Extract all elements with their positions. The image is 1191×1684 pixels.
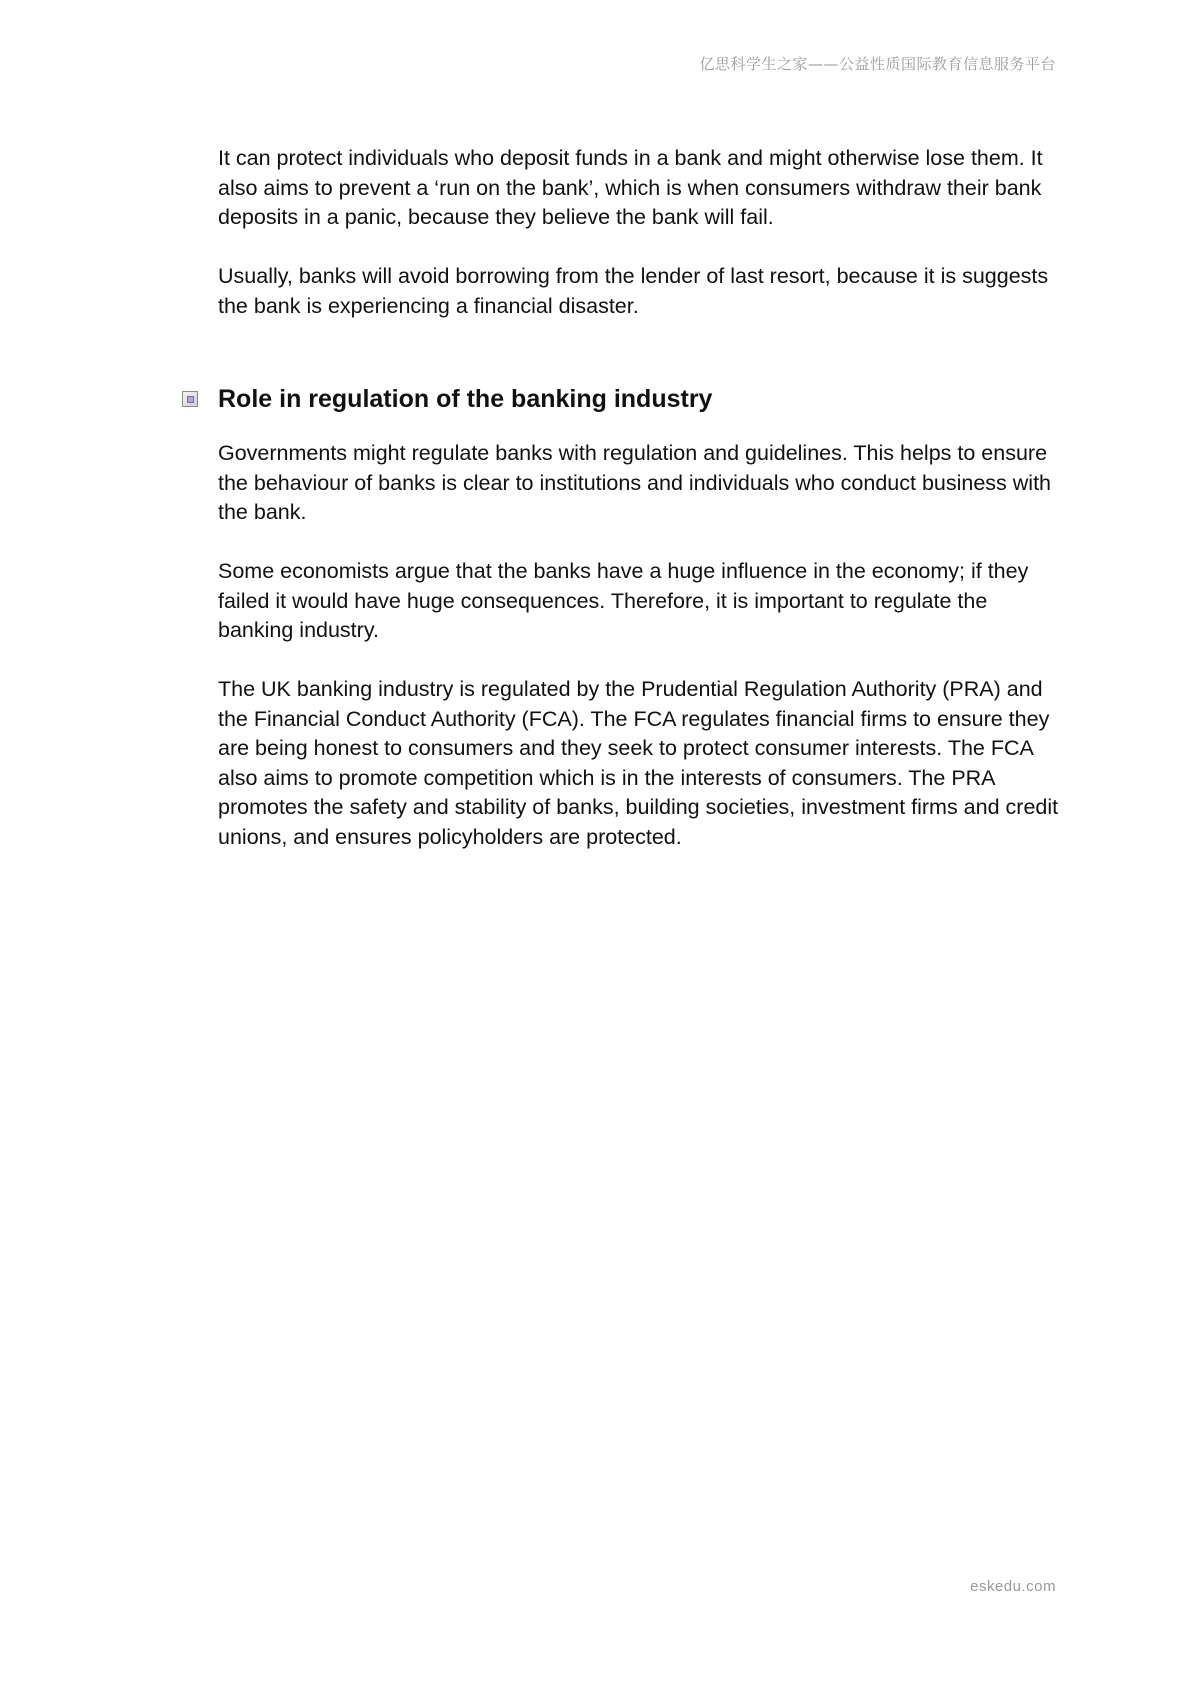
page-header: 亿思科学生之家——公益性质国际教育信息服务平台	[699, 55, 1056, 73]
paragraph-lender-of-last-resort: Usually, banks will avoid borrowing from the lender of last resort, because it is suggests the bank is experiencing a financial disaster.	[218, 264, 1049, 318]
bullet-icon	[182, 391, 198, 407]
paragraph-economists-argue: Some economists argue that the banks have a huge influence in the economy; if they failed it would have huge consequences. Therefore, it is important to regulate the banking industry.	[218, 559, 1029, 642]
page-footer: eskedu.com	[970, 1578, 1056, 1595]
document-body	[218, 144, 1068, 882]
paragraph-uk-regulators: The UK banking industry is regulated by the Prudential Regulation Authority (PRA) and the Financial Conduct Authority (FCA). The FCA regulates financial firms to ensure they are being honest to consumers and they seek to protect consumer interests. The FCA also aims to promote competition which is in the interests of consumers. The PRA promotes the safety and stability of banks, building societies, investment firms and credit unions, and ensures policyholders are protected.	[218, 677, 1059, 849]
paragraph-deposit-protection: It can protect individuals who deposit funds in a bank and might otherwise lose them. It also aims to prevent a ‘run on the bank’, which is when consumers withdraw their bank deposits in a panic, because they believe the bank will fail.	[218, 146, 1043, 229]
paragraph-government-regulation: Governments might regulate banks with regulation and guidelines. This helps to ensure the behaviour of banks is clear to institutions and individuals who conduct business with the bank.	[218, 441, 1052, 524]
section-heading-text: Role in regulation of the banking industry	[218, 385, 713, 413]
section-heading	[218, 383, 1068, 415]
